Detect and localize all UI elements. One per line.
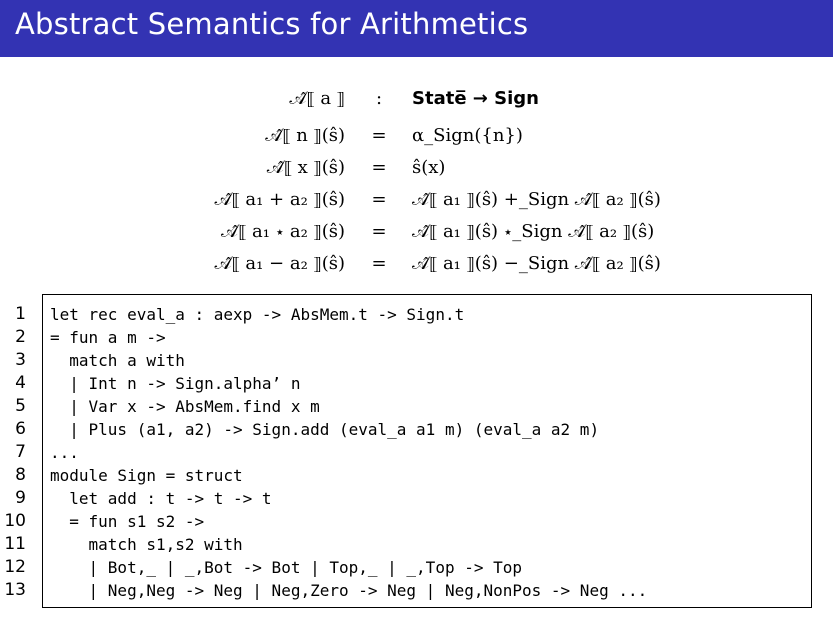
line-number: 12	[4, 557, 26, 577]
code-line: | Var x -> AbsMem.find x m	[50, 397, 320, 416]
line-number: 2	[15, 327, 26, 347]
equation-lhs: 𝒜̂⟦ a₁ − a₂ ⟧(ŝ)	[214, 253, 345, 274]
equation-rhs: ŝ(x)	[412, 157, 446, 178]
equation-row	[0, 125, 833, 155]
equation-lhs: 𝒜̂⟦ a₁ + a₂ ⟧(ŝ)	[214, 189, 345, 210]
equation-rhs: 𝒜̂⟦ a₁ ⟧(ŝ) +_Sign 𝒜̂⟦ a₂ ⟧(ŝ)	[412, 189, 661, 210]
code-line: = fun s1 s2 ->	[50, 512, 205, 531]
slide-title: Abstract Semantics for Arithmetics	[15, 7, 529, 41]
equation-row	[0, 253, 833, 283]
equation-rhs: α_Sign({n})	[412, 125, 523, 146]
equation-row	[0, 189, 833, 219]
line-number: 3	[15, 350, 26, 370]
equation-rhs: State̅ → Sign	[412, 88, 539, 109]
equation-lhs: 𝒜̂⟦ x ⟧(ŝ)	[266, 157, 345, 178]
slide-title-bar	[0, 0, 833, 57]
equation-relation: =	[371, 157, 387, 178]
code-line: module Sign = struct	[50, 466, 243, 485]
equation-lhs: 𝒜̂⟦ a ⟧	[289, 88, 345, 109]
equation-relation: =	[371, 221, 387, 242]
equation-rhs: 𝒜̂⟦ a₁ ⟧(ŝ) −_Sign 𝒜̂⟦ a₂ ⟧(ŝ)	[412, 253, 661, 274]
code-line: | Int n -> Sign.alpha’ n	[50, 374, 301, 393]
code-line: | Bot,_ | _,Bot -> Bot | Top,_ | _,Top -> Top	[50, 558, 523, 577]
equation-row	[0, 88, 833, 118]
equation-relation: =	[371, 125, 387, 146]
code-line: ...	[50, 443, 79, 462]
code-line: let add : t -> t -> t	[50, 489, 272, 508]
line-number: 4	[15, 373, 26, 393]
equation-relation: :	[375, 88, 383, 109]
equation-row	[0, 221, 833, 251]
equation-lhs: 𝒜̂⟦ n ⟧(ŝ)	[265, 125, 345, 146]
line-number: 1	[15, 304, 26, 324]
line-number: 11	[4, 534, 26, 554]
line-number: 13	[4, 580, 26, 600]
code-line: match s1,s2 with	[50, 535, 243, 554]
equation-row	[0, 157, 833, 187]
equation-relation: =	[371, 189, 387, 210]
code-line: = fun a m ->	[50, 328, 166, 347]
code-line: | Plus (a1, a2) -> Sign.add (eval_a a1 m) (eval_a a2 m)	[50, 420, 600, 439]
code-line: let rec eval_a : aexp -> AbsMem.t -> Sign.t	[50, 305, 465, 324]
code-line: | Neg,Neg -> Neg | Neg,Zero -> Neg | Neg,NonPos -> Neg ...	[50, 581, 648, 600]
line-number: 10	[4, 511, 26, 531]
code-line: match a with	[50, 351, 185, 370]
line-number: 8	[15, 465, 26, 485]
equation-rhs: 𝒜̂⟦ a₁ ⟧(ŝ) ⋆_Sign 𝒜̂⟦ a₂ ⟧(ŝ)	[412, 221, 655, 242]
equation-lhs: 𝒜̂⟦ a₁ ⋆ a₂ ⟧(ŝ)	[221, 221, 345, 242]
line-number: 5	[15, 396, 26, 416]
line-number: 7	[15, 442, 26, 462]
line-number: 9	[15, 488, 26, 508]
line-number: 6	[15, 419, 26, 439]
equation-relation: =	[371, 253, 387, 274]
